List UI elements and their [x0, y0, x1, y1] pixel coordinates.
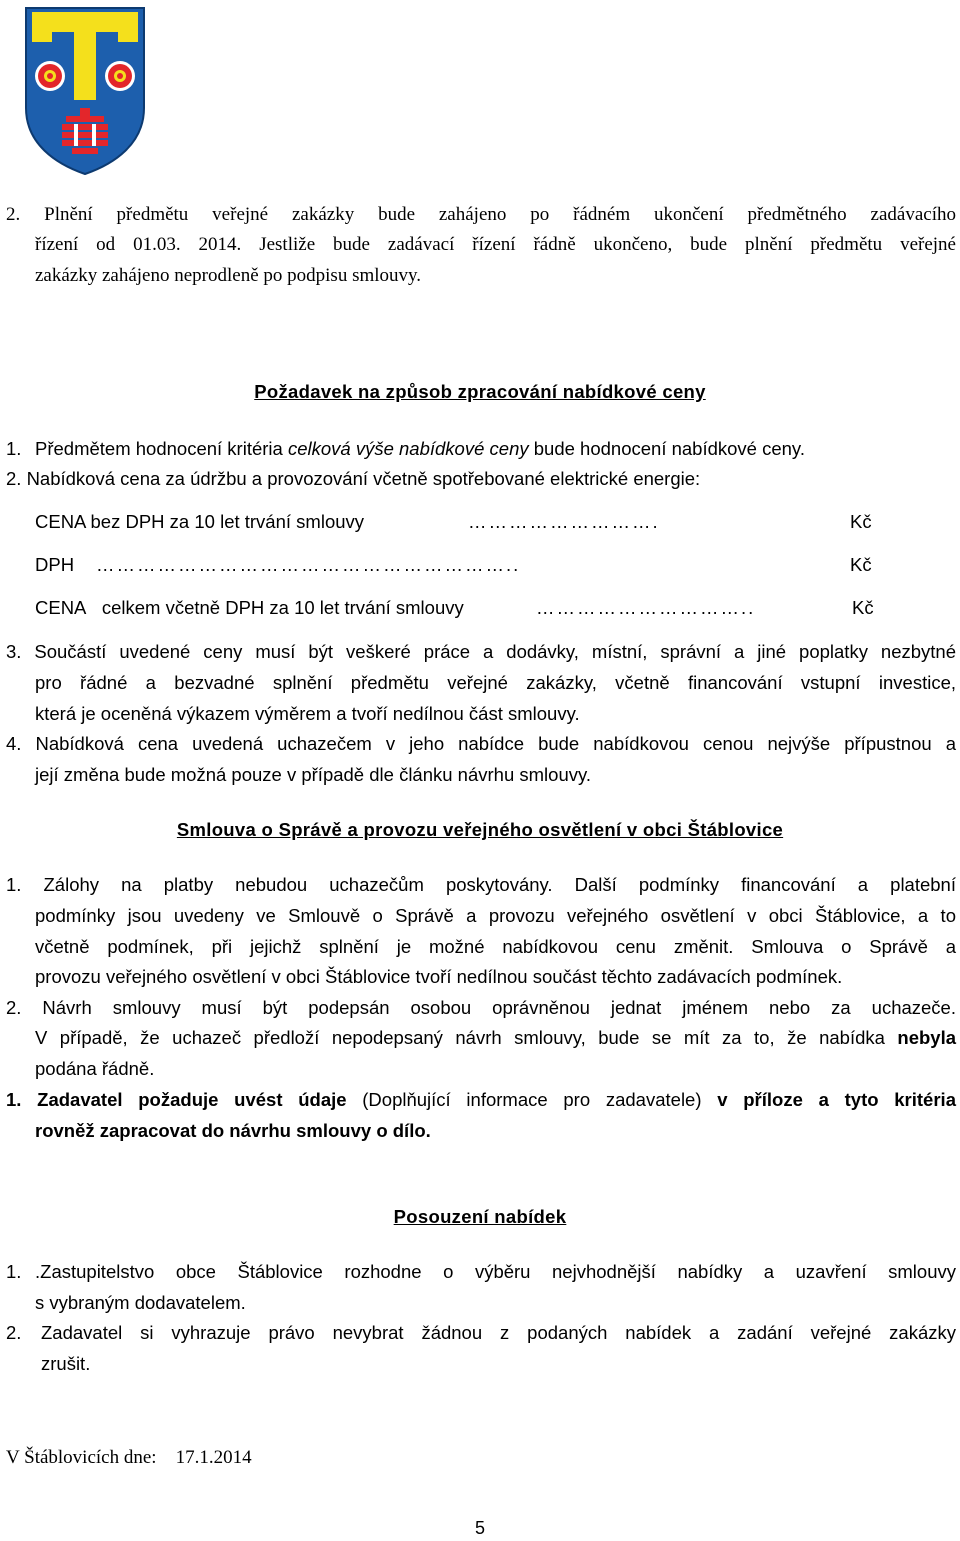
- paragraph-line: její změna bude možná pouze v případě dle článku návrhu smlouvy.: [35, 764, 592, 785]
- fill-dots: ……………………………………………………..: [96, 554, 521, 575]
- paragraph-line: podána řádně.: [35, 1058, 155, 1079]
- bold-text: v příloze a tyto kritéria: [717, 1089, 956, 1110]
- list-number: 1.: [6, 438, 22, 459]
- paragraph-line: 1. Zálohy na platby nebudou uchazečům poskytovány. Další podmínky financování a platební: [6, 874, 956, 895]
- italic-term: celková výše nabídkové ceny: [287, 438, 529, 459]
- fill-dots: …………………………..: [536, 597, 756, 618]
- date-value: 17.1.2014: [175, 1447, 252, 1468]
- text: Zadavatel si vyhrazuje právo nevybrat žádnou z podaných nabídek a zadání veřejné zakázky: [41, 1322, 956, 1343]
- paragraph-line: provozu veřejného osvětlení v obci Štáblovice tvoří nedílnou součást těchto zadávacích podmínek.: [35, 966, 843, 987]
- price-row-label: [35, 596, 464, 620]
- paragraph-line: 3. Součástí uvedené ceny musí být veškeré práce a dodávky, místní, správní a jiné poplatky nezbytné: [6, 641, 956, 662]
- text: celkem včetně DPH za 10 let trvání smlouvy: [101, 597, 464, 618]
- text: bude hodnocení nabídkové ceny.: [533, 438, 805, 459]
- paragraph-line: 2. Plnění předmětu veřejné zakázky bude zahájeno po řádném ukončení předmětného zadávacího: [6, 204, 956, 225]
- list-number: 1.: [6, 1261, 22, 1282]
- text: .Zastupitelstvo obce Štáblovice rozhodne o výběru nejvhodnější nabídky a uzavření smlouvy: [35, 1261, 956, 1282]
- paragraph-line: [6, 1260, 956, 1284]
- paragraph-line: podmínky jsou uvedeny ve Smlouvě o Správě a provozu veřejného osvětlení v obci Štáblovice, a to: [35, 905, 956, 926]
- text: Předmětem hodnocení kritéria: [35, 438, 283, 459]
- list-item: 2. Nabídková cena za údržbu a provozování včetně spotřebované elektrické energie:: [6, 468, 701, 489]
- section-heading-evaluation: Posouzení nabídek: [393, 1206, 567, 1227]
- paragraph-line: rovněž zapracovat do návrhu smlouvy o dílo.: [35, 1120, 431, 1141]
- fill-dots: ……………………….: [468, 511, 660, 532]
- paragraph-line: řízení od 01.03. 2014. Jestliže bude zadávací řízení řádně ukončeno, bude plnění předmětu veřejné: [35, 234, 956, 255]
- text: CENA: [35, 597, 87, 618]
- paragraph-line: [6, 1321, 956, 1345]
- page-number: 5: [474, 1518, 485, 1538]
- paragraph-line: 2. Návrh smlouvy musí být podepsán osobou oprávněnou jednat jménem nebo za uchazeče.: [6, 997, 956, 1018]
- section-heading-price: Požadavek na způsob zpracování nabídkové ceny: [254, 381, 706, 402]
- paragraph-line: včetně podmínek, při jejichž splnění je možné nabídkovou cenu změnit. Smlouva o Správě a: [35, 936, 956, 957]
- bold-text: Zadavatel požaduje uvést údaje: [37, 1089, 347, 1110]
- list-item: [6, 437, 805, 461]
- paragraph-line: zakázky zahájeno neprodleně po podpisu smlouvy.: [35, 265, 422, 286]
- paragraph-line: s vybraným dodavatelem.: [35, 1292, 246, 1313]
- section-heading-contract: Smlouva o Správě a provozu veřejného osvětlení v obci Štáblovice: [176, 819, 784, 840]
- paragraph-line: zrušit.: [41, 1353, 91, 1374]
- currency-unit: Kč: [850, 554, 872, 575]
- paragraph-line: [6, 1088, 956, 1112]
- paragraph-line: která je oceněná výkazem výměrem a tvoří nedílnou část smlouvy.: [35, 703, 580, 724]
- currency-unit: Kč: [850, 511, 872, 532]
- list-number: 2.: [6, 1322, 22, 1343]
- bold-term: nebyla: [897, 1027, 957, 1048]
- text: V případě, že uchazeč předloží nepodepsaný návrh smlouvy, bude se mít za to, že nabídka: [35, 1027, 885, 1048]
- place-date-label: V Štáblovicích dne:: [6, 1447, 157, 1468]
- price-row-label: DPH: [35, 554, 75, 575]
- currency-unit: Kč: [852, 597, 874, 618]
- paragraph-line: [35, 1026, 956, 1050]
- list-number: 1.: [6, 1089, 22, 1110]
- paragraph-line: pro řádné a bezvadné splnění předmětu veřejné zakázky, včetně financování vstupní investice,: [35, 672, 956, 693]
- municipal-crest-icon: [22, 4, 148, 176]
- paragraph-line: 4. Nabídková cena uvedená uchazečem v jeho nabídce bude nabídkovou cenou nejvýše přípustnou a: [6, 733, 956, 754]
- text: (Doplňující informace pro zadavatele): [362, 1089, 702, 1110]
- price-row-label: CENA bez DPH za 10 let trvání smlouvy: [35, 511, 365, 532]
- place-date-line: [6, 1446, 252, 1470]
